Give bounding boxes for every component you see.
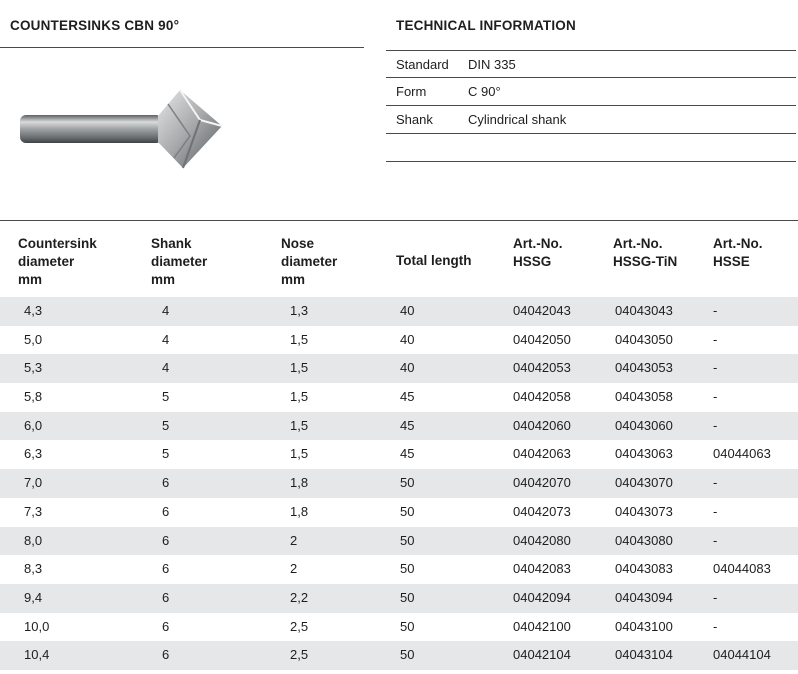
cell-countersink-diameter: 7,0 xyxy=(24,475,43,491)
table-row xyxy=(0,354,798,383)
cell-total-length: 50 xyxy=(400,647,415,663)
countersink-tool-image xyxy=(18,86,228,176)
cell-art-no-hssg-tin: 04043080 xyxy=(615,532,673,548)
cell-total-length: 40 xyxy=(400,331,415,347)
cell-nose-diameter: 2 xyxy=(290,561,298,577)
cell-countersink-diameter: 10,4 xyxy=(24,647,50,663)
table-row xyxy=(0,440,798,469)
section-divider xyxy=(0,47,364,48)
cell-nose-diameter: 1,5 xyxy=(290,360,309,376)
table-row xyxy=(0,584,798,613)
cell-total-length: 40 xyxy=(400,303,415,318)
section-title-technical: TECHNICAL INFORMATION xyxy=(396,18,576,33)
cell-countersink-diameter: 6,0 xyxy=(24,417,43,433)
cell-art-no-hsse: - xyxy=(713,360,718,376)
cell-shank-diameter: 4 xyxy=(162,331,170,347)
cell-shank-diameter: 4 xyxy=(162,303,170,318)
cell-art-no-hssg: 04042104 xyxy=(513,647,571,663)
cell-shank-diameter: 5 xyxy=(162,417,170,433)
cell-nose-diameter: 1,5 xyxy=(290,417,309,433)
cell-countersink-diameter: 8,0 xyxy=(24,532,43,548)
header-nose-diameter xyxy=(281,235,337,289)
cell-art-no-hssg-tin: 04043058 xyxy=(615,389,673,405)
tech-label: Form xyxy=(396,84,427,99)
header-art-no-hssg xyxy=(513,235,563,271)
cell-total-length: 50 xyxy=(400,503,415,519)
table-row xyxy=(0,383,798,412)
cell-art-no-hssg-tin: 04043100 xyxy=(615,618,673,634)
header-line: Countersink xyxy=(18,236,97,251)
table-row xyxy=(0,326,798,355)
tech-value: C 90° xyxy=(468,84,501,99)
cell-countersink-diameter: 4,3 xyxy=(24,303,43,318)
table-row xyxy=(0,412,798,441)
header-line: Total length xyxy=(396,253,472,268)
cell-art-no-hssg-tin: 04043073 xyxy=(615,503,673,519)
header-art-no-hsse xyxy=(713,235,763,271)
tech-row-shank xyxy=(386,106,796,134)
cell-nose-diameter: 2 xyxy=(290,532,298,548)
cell-art-no-hsse: 04044083 xyxy=(713,561,771,577)
cell-art-no-hsse: - xyxy=(713,503,718,519)
cell-total-length: 50 xyxy=(400,532,415,548)
tech-row-empty xyxy=(386,134,796,162)
table-row xyxy=(0,297,798,326)
cell-nose-diameter: 2,2 xyxy=(290,589,309,605)
header-line: Art.-No. xyxy=(513,236,563,251)
cell-art-no-hsse: - xyxy=(713,475,718,491)
cell-art-no-hssg-tin: 04043083 xyxy=(615,561,673,577)
header-line: Nose xyxy=(281,236,315,251)
header-line: HSSG-TiN xyxy=(613,254,678,269)
technical-info-table xyxy=(386,50,796,162)
cell-art-no-hssg-tin: 04043060 xyxy=(615,417,673,433)
cell-total-length: 40 xyxy=(400,360,415,376)
header-line: mm xyxy=(18,272,43,287)
cell-nose-diameter: 1,3 xyxy=(290,303,309,318)
cell-shank-diameter: 5 xyxy=(162,446,170,462)
cell-total-length: 50 xyxy=(400,561,415,577)
table-row xyxy=(0,469,798,498)
table-row xyxy=(0,555,798,584)
cell-nose-diameter: 2,5 xyxy=(290,618,309,634)
cell-art-no-hssg-tin: 04043094 xyxy=(615,589,673,605)
header-line: diameter xyxy=(281,254,338,269)
header-shank-diameter xyxy=(151,235,207,289)
cell-shank-diameter: 6 xyxy=(162,503,170,519)
cell-art-no-hssg: 04042058 xyxy=(513,389,571,405)
cell-art-no-hssg-tin: 04043070 xyxy=(615,475,673,491)
cell-total-length: 50 xyxy=(400,618,415,634)
cell-shank-diameter: 6 xyxy=(162,532,170,548)
header-art-no-hssg-tin xyxy=(613,235,677,271)
cell-art-no-hssg: 04042080 xyxy=(513,532,571,548)
tech-label: Shank xyxy=(396,112,433,127)
cell-art-no-hssg: 04042070 xyxy=(513,475,571,491)
cell-shank-diameter: 6 xyxy=(162,618,170,634)
cell-countersink-diameter: 10,0 xyxy=(24,618,50,634)
section-title-countersinks: COUNTERSINKS CBN 90° xyxy=(10,18,180,33)
cell-total-length: 45 xyxy=(400,446,415,462)
cell-nose-diameter: 1,8 xyxy=(290,503,309,519)
header-line: HSSG xyxy=(513,254,552,269)
cell-art-no-hssg-tin: 04043053 xyxy=(615,360,673,376)
cell-countersink-diameter: 5,3 xyxy=(24,360,43,376)
cell-art-no-hsse: 04044063 xyxy=(713,446,771,462)
cell-art-no-hsse: - xyxy=(713,589,718,605)
cell-art-no-hssg: 04042043 xyxy=(513,303,571,318)
cell-art-no-hssg: 04042060 xyxy=(513,417,571,433)
cell-total-length: 50 xyxy=(400,589,415,605)
tech-value: DIN 335 xyxy=(468,56,516,72)
cell-shank-diameter: 6 xyxy=(162,647,170,663)
cell-art-no-hssg: 04042094 xyxy=(513,589,571,605)
cell-total-length: 50 xyxy=(400,475,415,491)
cell-nose-diameter: 1,5 xyxy=(290,331,309,347)
cell-countersink-diameter: 8,3 xyxy=(24,561,43,577)
cell-nose-diameter: 1,5 xyxy=(290,389,309,405)
cell-countersink-diameter: 9,4 xyxy=(24,589,43,605)
tech-row-standard xyxy=(386,50,796,78)
cell-art-no-hssg: 04042073 xyxy=(513,503,571,519)
cell-shank-diameter: 6 xyxy=(162,561,170,577)
table-row xyxy=(0,613,798,642)
table-body xyxy=(0,297,798,670)
cell-shank-diameter: 6 xyxy=(162,475,170,491)
header-line: mm xyxy=(281,272,306,287)
countersink-table xyxy=(0,220,798,670)
cell-art-no-hsse: 04044104 xyxy=(713,647,771,663)
cell-art-no-hssg: 04042083 xyxy=(513,561,571,577)
cell-countersink-diameter: 6,3 xyxy=(24,446,43,462)
header-line: diameter xyxy=(18,254,75,269)
table-row xyxy=(0,641,798,670)
cell-nose-diameter: 1,5 xyxy=(290,446,309,462)
cell-nose-diameter: 2,5 xyxy=(290,647,309,663)
cell-shank-diameter: 6 xyxy=(162,589,170,605)
tech-value: Cylindrical shank xyxy=(468,112,567,127)
cell-art-no-hsse: - xyxy=(713,389,718,405)
cell-art-no-hsse: - xyxy=(713,303,718,318)
cell-total-length: 45 xyxy=(400,389,415,405)
table-header xyxy=(0,220,798,297)
header-line: HSSE xyxy=(713,254,750,269)
cell-art-no-hssg-tin: 04043104 xyxy=(615,647,673,663)
cell-art-no-hssg-tin: 04043043 xyxy=(615,303,673,318)
table-row xyxy=(0,527,798,556)
cell-art-no-hssg-tin: 04043063 xyxy=(615,446,673,462)
tech-label: Standard xyxy=(396,56,449,72)
cell-art-no-hssg: 04042053 xyxy=(513,360,571,376)
cell-art-no-hssg: 04042050 xyxy=(513,331,571,347)
cell-art-no-hsse: - xyxy=(713,331,718,347)
table-row xyxy=(0,498,798,527)
cell-art-no-hssg-tin: 04043050 xyxy=(615,331,673,347)
header-countersink-diameter xyxy=(18,235,97,289)
cell-art-no-hsse: - xyxy=(713,417,718,433)
cell-countersink-diameter: 7,3 xyxy=(24,503,43,519)
header-line: mm xyxy=(151,272,176,287)
cell-art-no-hsse: - xyxy=(713,618,718,634)
cell-nose-diameter: 1,8 xyxy=(290,475,309,491)
header-line: Art.-No. xyxy=(613,236,663,251)
cell-total-length: 45 xyxy=(400,417,415,433)
cell-art-no-hssg: 04042100 xyxy=(513,618,571,634)
cell-shank-diameter: 5 xyxy=(162,389,170,405)
header-total-length xyxy=(396,252,472,270)
cell-shank-diameter: 4 xyxy=(162,360,170,376)
header-line: Shank xyxy=(151,236,192,251)
tech-row-form xyxy=(386,78,796,106)
cell-art-no-hssg: 04042063 xyxy=(513,446,571,462)
cell-countersink-diameter: 5,0 xyxy=(24,331,43,347)
header-line: Art.-No. xyxy=(713,236,763,251)
header-line: diameter xyxy=(151,254,208,269)
cell-countersink-diameter: 5,8 xyxy=(24,389,43,405)
cell-art-no-hsse: - xyxy=(713,532,718,548)
